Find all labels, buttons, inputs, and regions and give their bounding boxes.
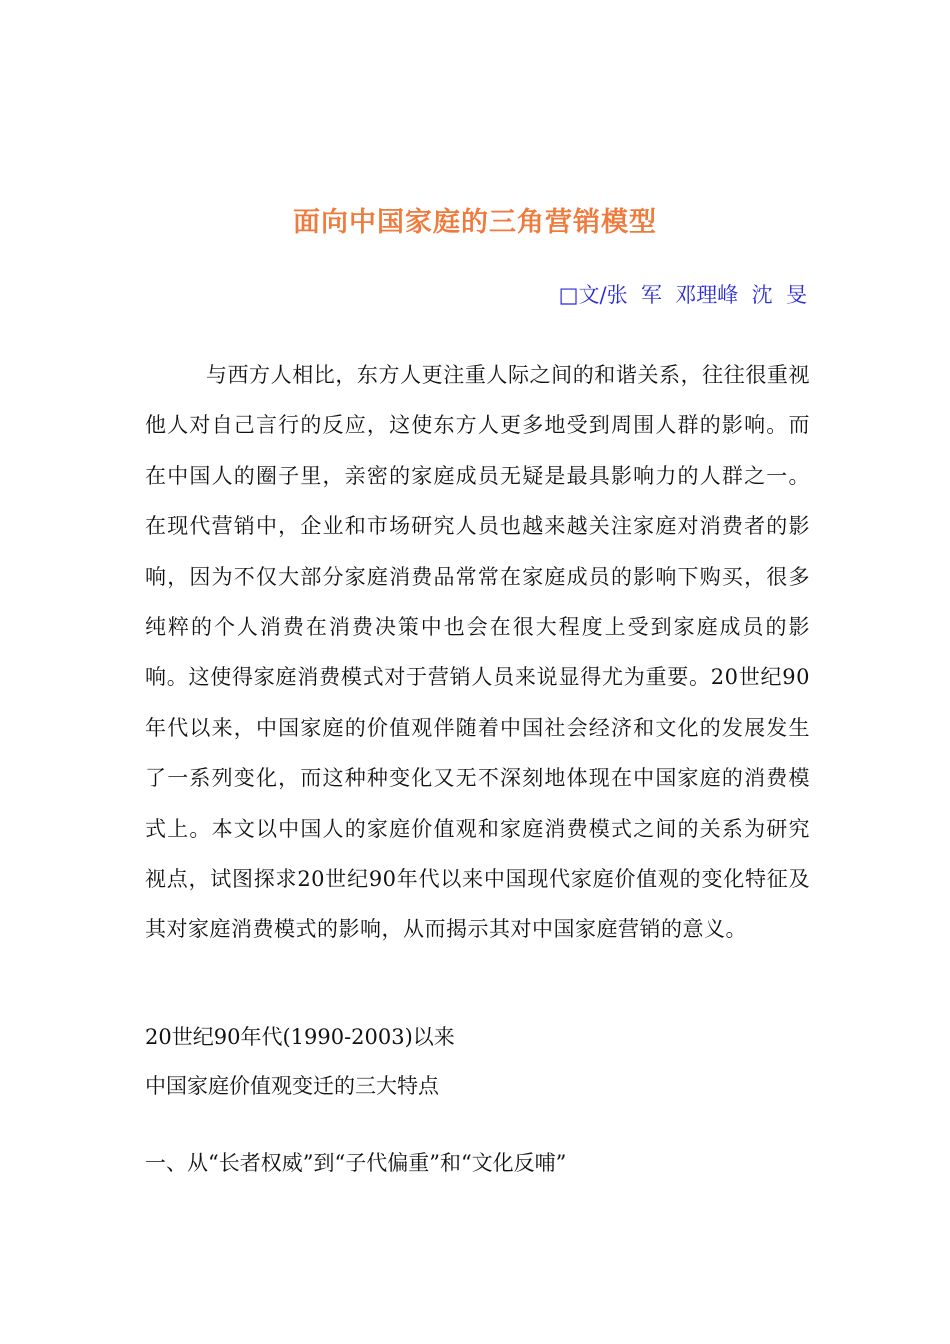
intro-paragraph: 与西方人相比，东方人更注重人际之间的和谐关系，往往很重视他人对自己言行的反应，这使东方人更多地受到周围人群的影响。而在中国人的圈子里，亲密的家庭成员无疑是最具影响力的人群之一。在现代营销中，企业和市场研究人员也越来越关注家庭对消费者的影响，因为不仅大部分家庭消费品常常在家庭成员的影响下购买，很多纯粹的个人消费在消费决策中也会在很大程度上受到家庭成员的影响。这使得家庭消费模式对于营销人员来说显得尤为重要。20世纪90年代以来，中国家庭的价值观伴随着中国社会经济和文化的发展发生了一系列变化，而这种种变化又无不深刻地体现在中国家庭的消费模式上。本文以中国人的家庭价值观和家庭消费模式之间的关系为研究视点，试图探求20世纪90年代以来中国现代家庭价值观的变化特征及其对家庭消费模式的影响，从而揭示其对中国家庭营销的意义。 bbox=[145, 363, 810, 942]
article-title: 面向中国家庭的三角营销模型 bbox=[293, 207, 657, 238]
section-heading-line-1: 20世纪90年代(1990-2003)以来 bbox=[145, 1025, 455, 1049]
section-heading-line-2: 中国家庭价值观变迁的三大特点 bbox=[145, 1074, 439, 1098]
author-byline: □文/张 军 邓理峰 沈 旻 bbox=[558, 283, 807, 307]
subsection-heading: 一、从“长者权威”到“子代偏重”和“文化反哺” bbox=[145, 1151, 567, 1175]
